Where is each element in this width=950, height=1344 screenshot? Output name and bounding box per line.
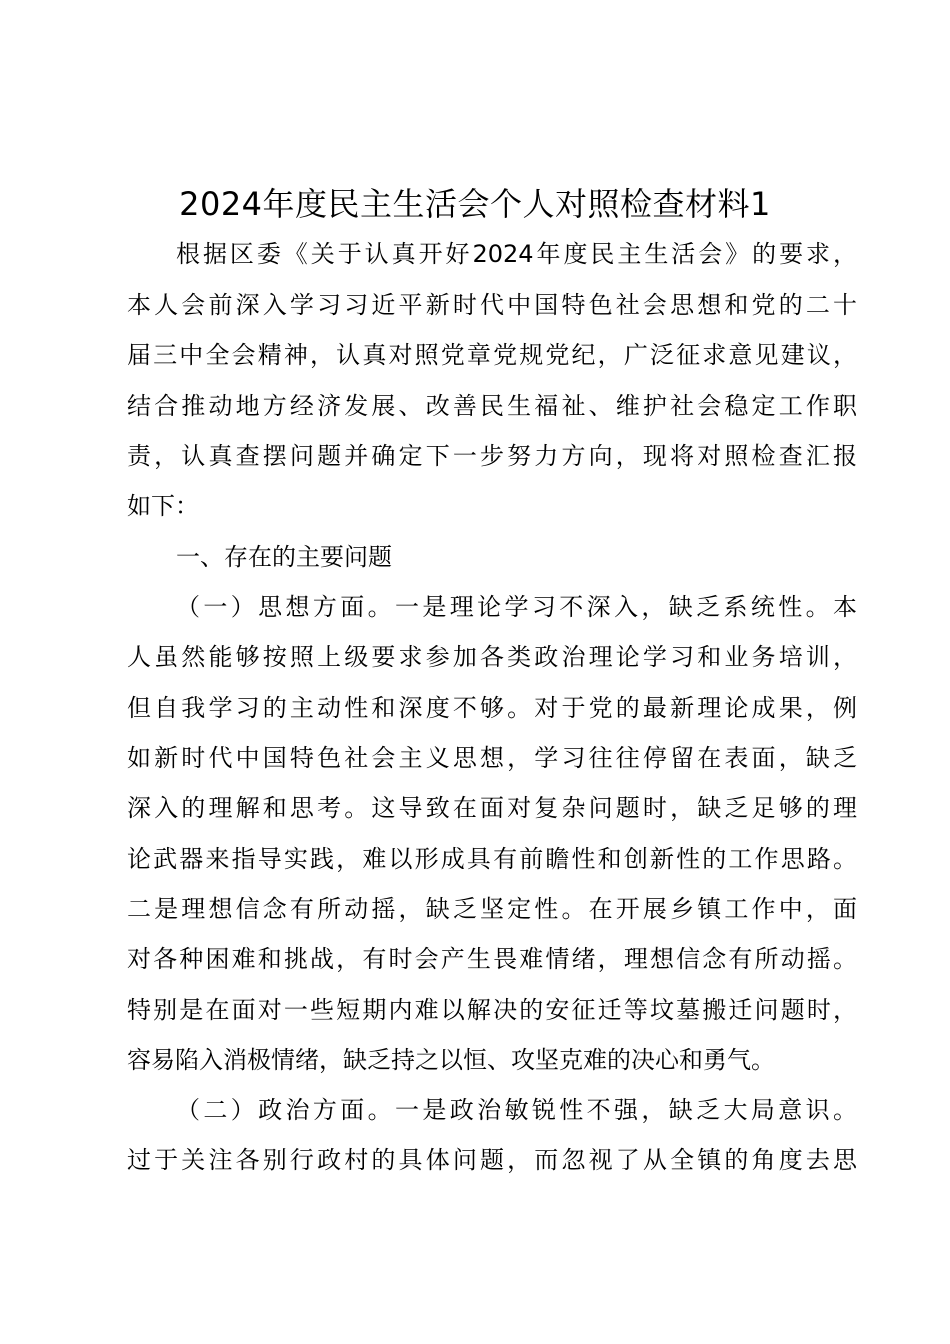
- paragraph-line: 深入的理解和思考。这导致在面对复杂问题时，缺乏足够的理: [127, 794, 857, 822]
- paragraph-line: （一）思想方面。一是理论学习不深入，缺乏系统性。本: [176, 593, 857, 621]
- paragraph-line: 特别是在面对一些短期内难以解决的安征迁等坟墓搬迁问题时，: [127, 996, 857, 1024]
- paragraph-line: 如新时代中国特色社会主义思想，学习往往停留在表面，缺乏: [127, 744, 857, 772]
- paragraph-line: 但自我学习的主动性和深度不够。对于党的最新理论成果，例: [127, 694, 857, 722]
- paragraph-line: （二）政治方面。一是政治敏锐性不强，缺乏大局意识。: [176, 1096, 857, 1124]
- paragraph-line: 对各种困难和挑战，有时会产生畏难情绪，理想信念有所动摇。: [127, 945, 857, 973]
- paragraph-line: 责，认真查摆问题并确定下一步努力方向，现将对照检查汇报: [127, 442, 857, 470]
- paragraph-line: 本人会前深入学习习近平新时代中国特色社会思想和党的二十: [127, 291, 857, 319]
- paragraph-line: 论武器来指导实践，难以形成具有前瞻性和创新性的工作思路。: [127, 845, 857, 873]
- paragraph-line: 如下：: [127, 492, 199, 520]
- paragraph-line: 结合推动地方经济发展、改善民生福祉、维护社会稳定工作职: [127, 392, 857, 420]
- document-title: 2024年度民主生活会个人对照检查材料1: [179, 185, 771, 223]
- paragraph-line: 容易陷入消极情绪，缺乏持之以恒、攻坚克难的决心和勇气。: [127, 1046, 775, 1074]
- paragraph-line: 过于关注各别行政村的具体问题，而忽视了从全镇的角度去思: [127, 1146, 857, 1174]
- paragraph-line: 二是理想信念有所动摇，缺乏坚定性。在开展乡镇工作中，面: [127, 895, 857, 923]
- paragraph-line: 根据区委《关于认真开好2024年度民主生活会》的要求，: [176, 240, 857, 268]
- paragraph-line: 届三中全会精神，认真对照党章党规党纪，广泛征求意见建议，: [127, 341, 857, 369]
- paragraph-line: 人虽然能够按照上级要求参加各类政治理论学习和业务培训，: [127, 643, 857, 671]
- section-heading: 一、存在的主要问题: [176, 543, 392, 571]
